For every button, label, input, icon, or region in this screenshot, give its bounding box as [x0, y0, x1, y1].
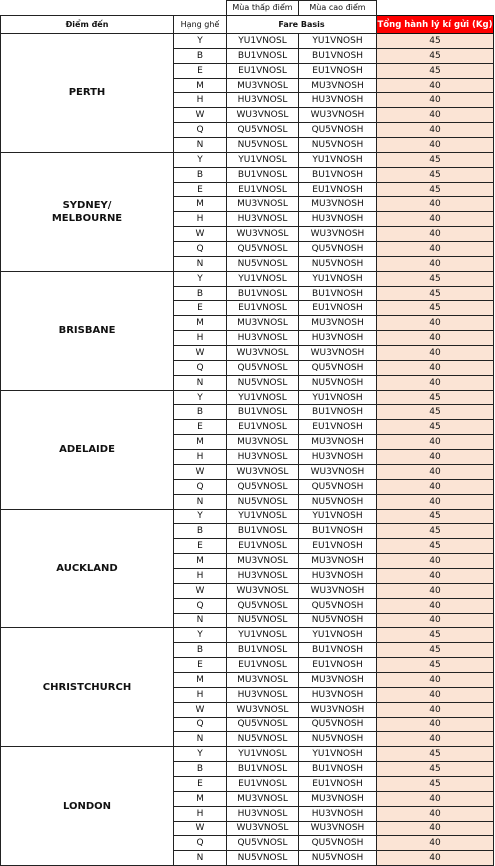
fare-low-cell: MU3VNOSL — [227, 672, 299, 687]
baggage-kg-cell: 40 — [377, 450, 494, 465]
table-row — [1, 271, 494, 286]
baggage-kg-cell: 40 — [377, 360, 494, 375]
class-cell: Q — [174, 598, 227, 613]
baggage-kg-cell: 40 — [377, 78, 494, 93]
fare-low-cell: WU3VNOSL — [227, 227, 299, 242]
class-cell: N — [174, 851, 227, 866]
baggage-kg-cell: 45 — [377, 34, 494, 49]
class-cell: Y — [174, 390, 227, 405]
table-row — [1, 628, 494, 643]
fare-low-cell: HU3VNOSL — [227, 687, 299, 702]
destination-cell: CHRISTCHURCH — [1, 628, 174, 747]
fare-high-cell: QU5VNOSH — [299, 242, 377, 257]
baggage-kg-cell: 40 — [377, 672, 494, 687]
fare-high-cell: HU3VNOSH — [299, 806, 377, 821]
table-row — [1, 152, 494, 167]
destination-cell: ADELAIDE — [1, 390, 174, 509]
fare-high-cell: NU5VNOSH — [299, 851, 377, 866]
baggage-kg-cell: 40 — [377, 479, 494, 494]
fare-high-cell: BU1VNOSH — [299, 48, 377, 63]
fare-high-cell: WU3VNOSH — [299, 108, 377, 123]
destination-cell: LONDON — [1, 747, 174, 866]
class-cell: H — [174, 806, 227, 821]
fare-high-cell: YU1VNOSH — [299, 628, 377, 643]
fare-high-cell: WU3VNOSH — [299, 583, 377, 598]
class-cell: N — [174, 138, 227, 153]
baggage-kg-cell: 40 — [377, 821, 494, 836]
fare-low-cell: MU3VNOSL — [227, 791, 299, 806]
baggage-kg-cell: 40 — [377, 93, 494, 108]
baggage-kg-cell: 40 — [377, 598, 494, 613]
fare-high-cell: QU5VNOSH — [299, 717, 377, 732]
fare-low-cell: BU1VNOSL — [227, 762, 299, 777]
total-baggage-header: Tổng hành lý kí gửi (Kg) — [377, 16, 494, 34]
fare-low-cell: QU5VNOSL — [227, 598, 299, 613]
baggage-kg-cell: 40 — [377, 494, 494, 509]
fare-high-cell: EU1VNOSH — [299, 539, 377, 554]
class-cell: Q — [174, 717, 227, 732]
baggage-kg-cell: 45 — [377, 539, 494, 554]
baggage-kg-cell: 45 — [377, 182, 494, 197]
fare-low-cell: NU5VNOSL — [227, 732, 299, 747]
fare-low-cell: YU1VNOSL — [227, 747, 299, 762]
fare-high-cell: EU1VNOSH — [299, 63, 377, 78]
fare-low-cell: MU3VNOSL — [227, 78, 299, 93]
header-blank-cell — [377, 1, 494, 16]
baggage-kg-cell: 40 — [377, 227, 494, 242]
class-cell: B — [174, 643, 227, 658]
fare-high-cell: BU1VNOSH — [299, 643, 377, 658]
class-cell: M — [174, 78, 227, 93]
season-high-header: Mùa cao điểm — [299, 1, 377, 16]
baggage-kg-cell: 45 — [377, 762, 494, 777]
class-cell: M — [174, 791, 227, 806]
class-cell: H — [174, 93, 227, 108]
fare-high-cell: BU1VNOSH — [299, 286, 377, 301]
fare-high-cell: WU3VNOSH — [299, 702, 377, 717]
fare-high-cell: MU3VNOSH — [299, 316, 377, 331]
class-cell: M — [174, 316, 227, 331]
fare-low-cell: EU1VNOSL — [227, 776, 299, 791]
class-cell: N — [174, 732, 227, 747]
baggage-kg-cell: 45 — [377, 390, 494, 405]
fare-basis-header: Fare Basis — [227, 16, 377, 34]
baggage-kg-cell: 45 — [377, 286, 494, 301]
baggage-kg-cell: 40 — [377, 583, 494, 598]
fare-high-cell: WU3VNOSH — [299, 346, 377, 361]
table-row — [1, 747, 494, 762]
class-cell: Q — [174, 360, 227, 375]
season-low-header: Mùa thấp điểm — [227, 1, 299, 16]
fare-low-cell: WU3VNOSL — [227, 702, 299, 717]
table-row — [1, 390, 494, 405]
table-row — [1, 34, 494, 49]
class-cell: Y — [174, 271, 227, 286]
fare-high-cell: WU3VNOSH — [299, 227, 377, 242]
class-column-header: Hạng ghế — [174, 16, 227, 34]
fare-high-cell: NU5VNOSH — [299, 375, 377, 390]
baggage-kg-cell: 40 — [377, 123, 494, 138]
fare-high-cell: HU3VNOSH — [299, 450, 377, 465]
fare-low-cell: HU3VNOSL — [227, 450, 299, 465]
fare-low-cell: QU5VNOSL — [227, 123, 299, 138]
baggage-kg-cell: 40 — [377, 108, 494, 123]
fare-low-cell: MU3VNOSL — [227, 554, 299, 569]
destination-cell: PERTH — [1, 34, 174, 153]
fare-low-cell: EU1VNOSL — [227, 63, 299, 78]
baggage-kg-cell: 40 — [377, 732, 494, 747]
fare-high-cell: QU5VNOSH — [299, 360, 377, 375]
baggage-kg-cell: 45 — [377, 63, 494, 78]
fare-high-cell: HU3VNOSH — [299, 212, 377, 227]
fare-low-cell: WU3VNOSL — [227, 821, 299, 836]
fare-high-cell: NU5VNOSH — [299, 613, 377, 628]
baggage-kg-cell: 40 — [377, 851, 494, 866]
fare-low-cell: BU1VNOSL — [227, 48, 299, 63]
baggage-kg-cell: 40 — [377, 316, 494, 331]
fare-low-cell: YU1VNOSL — [227, 34, 299, 49]
fare-low-cell: NU5VNOSL — [227, 613, 299, 628]
baggage-kg-cell: 45 — [377, 628, 494, 643]
fare-high-cell: QU5VNOSH — [299, 479, 377, 494]
class-cell: E — [174, 658, 227, 673]
class-cell: Q — [174, 123, 227, 138]
fare-high-cell: MU3VNOSH — [299, 78, 377, 93]
fare-low-cell: NU5VNOSL — [227, 375, 299, 390]
fare-low-cell: BU1VNOSL — [227, 524, 299, 539]
fare-low-cell: WU3VNOSL — [227, 464, 299, 479]
fare-low-cell: EU1VNOSL — [227, 658, 299, 673]
fare-high-cell: QU5VNOSH — [299, 123, 377, 138]
table-row — [1, 509, 494, 524]
baggage-kg-cell: 45 — [377, 524, 494, 539]
class-cell: Y — [174, 509, 227, 524]
baggage-kg-cell: 45 — [377, 167, 494, 182]
class-cell: W — [174, 583, 227, 598]
destination-cell: BRISBANE — [1, 271, 174, 390]
class-cell: Q — [174, 836, 227, 851]
class-cell: B — [174, 405, 227, 420]
fare-high-cell: HU3VNOSH — [299, 93, 377, 108]
baggage-kg-cell: 40 — [377, 717, 494, 732]
class-cell: B — [174, 48, 227, 63]
fare-low-cell: HU3VNOSL — [227, 568, 299, 583]
destination-column-header: Điểm đến — [1, 16, 174, 34]
class-cell: B — [174, 524, 227, 539]
baggage-kg-cell: 40 — [377, 687, 494, 702]
fare-high-cell: NU5VNOSH — [299, 256, 377, 271]
class-cell: N — [174, 494, 227, 509]
fare-low-cell: HU3VNOSL — [227, 212, 299, 227]
class-cell: B — [174, 762, 227, 777]
baggage-kg-cell: 45 — [377, 48, 494, 63]
class-cell: H — [174, 568, 227, 583]
baggage-kg-cell: 40 — [377, 791, 494, 806]
class-cell: E — [174, 539, 227, 554]
fare-high-cell: BU1VNOSH — [299, 762, 377, 777]
baggage-kg-cell: 40 — [377, 375, 494, 390]
class-cell: W — [174, 108, 227, 123]
baggage-kg-cell: 40 — [377, 197, 494, 212]
class-cell: M — [174, 554, 227, 569]
fare-high-cell: MU3VNOSH — [299, 554, 377, 569]
class-cell: M — [174, 197, 227, 212]
fare-low-cell: EU1VNOSL — [227, 301, 299, 316]
destination-cell: AUCKLAND — [1, 509, 174, 628]
fare-high-cell: QU5VNOSH — [299, 836, 377, 851]
fare-high-cell: NU5VNOSH — [299, 138, 377, 153]
fare-low-cell: NU5VNOSL — [227, 851, 299, 866]
baggage-kg-cell: 45 — [377, 271, 494, 286]
fare-low-cell: YU1VNOSL — [227, 390, 299, 405]
baggage-kg-cell: 40 — [377, 702, 494, 717]
fare-high-cell: HU3VNOSH — [299, 331, 377, 346]
baggage-kg-cell: 45 — [377, 643, 494, 658]
fare-low-cell: EU1VNOSL — [227, 420, 299, 435]
class-cell: Q — [174, 242, 227, 257]
fare-low-cell: HU3VNOSL — [227, 331, 299, 346]
baggage-kg-cell: 45 — [377, 509, 494, 524]
class-cell: Y — [174, 747, 227, 762]
baggage-kg-cell: 45 — [377, 658, 494, 673]
fare-low-cell: MU3VNOSL — [227, 197, 299, 212]
class-cell: Y — [174, 152, 227, 167]
fare-high-cell: YU1VNOSH — [299, 152, 377, 167]
baggage-kg-cell: 40 — [377, 435, 494, 450]
fare-high-cell: EU1VNOSH — [299, 182, 377, 197]
fare-low-cell: YU1VNOSL — [227, 152, 299, 167]
baggage-kg-cell: 40 — [377, 836, 494, 851]
class-cell: Q — [174, 479, 227, 494]
fare-low-cell: BU1VNOSL — [227, 286, 299, 301]
fare-high-cell: YU1VNOSH — [299, 509, 377, 524]
fare-low-cell: YU1VNOSL — [227, 509, 299, 524]
baggage-kg-cell: 40 — [377, 613, 494, 628]
class-cell: N — [174, 375, 227, 390]
baggage-kg-cell: 40 — [377, 464, 494, 479]
fare-high-cell: EU1VNOSH — [299, 420, 377, 435]
class-cell: N — [174, 256, 227, 271]
destination-cell: SYDNEY/ MELBOURNE — [1, 152, 174, 271]
fare-low-cell: WU3VNOSL — [227, 108, 299, 123]
fare-high-cell: WU3VNOSH — [299, 464, 377, 479]
fare-low-cell: WU3VNOSL — [227, 583, 299, 598]
class-cell: E — [174, 182, 227, 197]
fare-high-cell: YU1VNOSH — [299, 271, 377, 286]
fare-high-cell: EU1VNOSH — [299, 301, 377, 316]
class-cell: B — [174, 167, 227, 182]
class-cell: H — [174, 450, 227, 465]
fare-high-cell: YU1VNOSH — [299, 390, 377, 405]
fare-low-cell: NU5VNOSL — [227, 138, 299, 153]
fare-low-cell: EU1VNOSL — [227, 539, 299, 554]
fare-high-cell: MU3VNOSH — [299, 672, 377, 687]
fare-low-cell: BU1VNOSL — [227, 405, 299, 420]
baggage-kg-cell: 40 — [377, 346, 494, 361]
fare-low-cell: QU5VNOSL — [227, 836, 299, 851]
fare-low-cell: QU5VNOSL — [227, 242, 299, 257]
class-cell: W — [174, 821, 227, 836]
class-cell: W — [174, 702, 227, 717]
baggage-kg-cell: 45 — [377, 420, 494, 435]
class-cell: Y — [174, 628, 227, 643]
fare-low-cell: QU5VNOSL — [227, 479, 299, 494]
fare-low-cell: QU5VNOSL — [227, 360, 299, 375]
class-cell: M — [174, 435, 227, 450]
fare-low-cell: NU5VNOSL — [227, 494, 299, 509]
baggage-kg-cell: 45 — [377, 405, 494, 420]
baggage-kg-cell: 45 — [377, 152, 494, 167]
fare-low-cell: HU3VNOSL — [227, 806, 299, 821]
baggage-kg-cell: 40 — [377, 806, 494, 821]
baggage-kg-cell: 40 — [377, 568, 494, 583]
class-cell: E — [174, 776, 227, 791]
class-cell: B — [174, 286, 227, 301]
class-cell: H — [174, 687, 227, 702]
baggage-kg-cell: 40 — [377, 138, 494, 153]
class-cell: E — [174, 301, 227, 316]
fare-high-cell: WU3VNOSH — [299, 821, 377, 836]
fare-high-cell: EU1VNOSH — [299, 658, 377, 673]
class-cell: H — [174, 331, 227, 346]
baggage-kg-cell: 40 — [377, 331, 494, 346]
fare-high-cell: NU5VNOSH — [299, 494, 377, 509]
fare-low-cell: EU1VNOSL — [227, 182, 299, 197]
baggage-kg-cell: 40 — [377, 212, 494, 227]
fare-low-cell: HU3VNOSL — [227, 93, 299, 108]
fare-high-cell: QU5VNOSH — [299, 598, 377, 613]
class-cell: M — [174, 672, 227, 687]
class-cell: N — [174, 613, 227, 628]
fare-high-cell: MU3VNOSH — [299, 435, 377, 450]
fare-high-cell: BU1VNOSH — [299, 524, 377, 539]
fare-low-cell: MU3VNOSL — [227, 435, 299, 450]
header-blank-cell — [174, 1, 227, 16]
fare-low-cell: MU3VNOSL — [227, 316, 299, 331]
header-blank-cell — [1, 1, 174, 16]
fare-high-cell: YU1VNOSH — [299, 747, 377, 762]
fare-high-cell: MU3VNOSH — [299, 197, 377, 212]
baggage-kg-cell: 40 — [377, 256, 494, 271]
table-body — [1, 1, 494, 866]
fare-high-cell: HU3VNOSH — [299, 568, 377, 583]
fare-low-cell: NU5VNOSL — [227, 256, 299, 271]
fare-high-cell: BU1VNOSH — [299, 167, 377, 182]
fare-high-cell: HU3VNOSH — [299, 687, 377, 702]
fare-low-cell: BU1VNOSL — [227, 167, 299, 182]
fare-low-cell: YU1VNOSL — [227, 271, 299, 286]
fare-low-cell: YU1VNOSL — [227, 628, 299, 643]
fare-low-cell: WU3VNOSL — [227, 346, 299, 361]
class-cell: W — [174, 227, 227, 242]
fare-high-cell: BU1VNOSH — [299, 405, 377, 420]
class-cell: W — [174, 346, 227, 361]
class-cell: Y — [174, 34, 227, 49]
class-cell: W — [174, 464, 227, 479]
fare-high-cell: MU3VNOSH — [299, 791, 377, 806]
class-cell: H — [174, 212, 227, 227]
fare-low-cell: QU5VNOSL — [227, 717, 299, 732]
baggage-kg-cell: 40 — [377, 554, 494, 569]
class-cell: E — [174, 420, 227, 435]
fare-high-cell: YU1VNOSH — [299, 34, 377, 49]
fare-low-cell: BU1VNOSL — [227, 643, 299, 658]
fare-high-cell: NU5VNOSH — [299, 732, 377, 747]
class-cell: E — [174, 63, 227, 78]
baggage-kg-cell: 45 — [377, 301, 494, 316]
baggage-kg-cell: 40 — [377, 242, 494, 257]
baggage-kg-cell: 45 — [377, 776, 494, 791]
fare-high-cell: EU1VNOSH — [299, 776, 377, 791]
baggage-kg-cell: 45 — [377, 747, 494, 762]
